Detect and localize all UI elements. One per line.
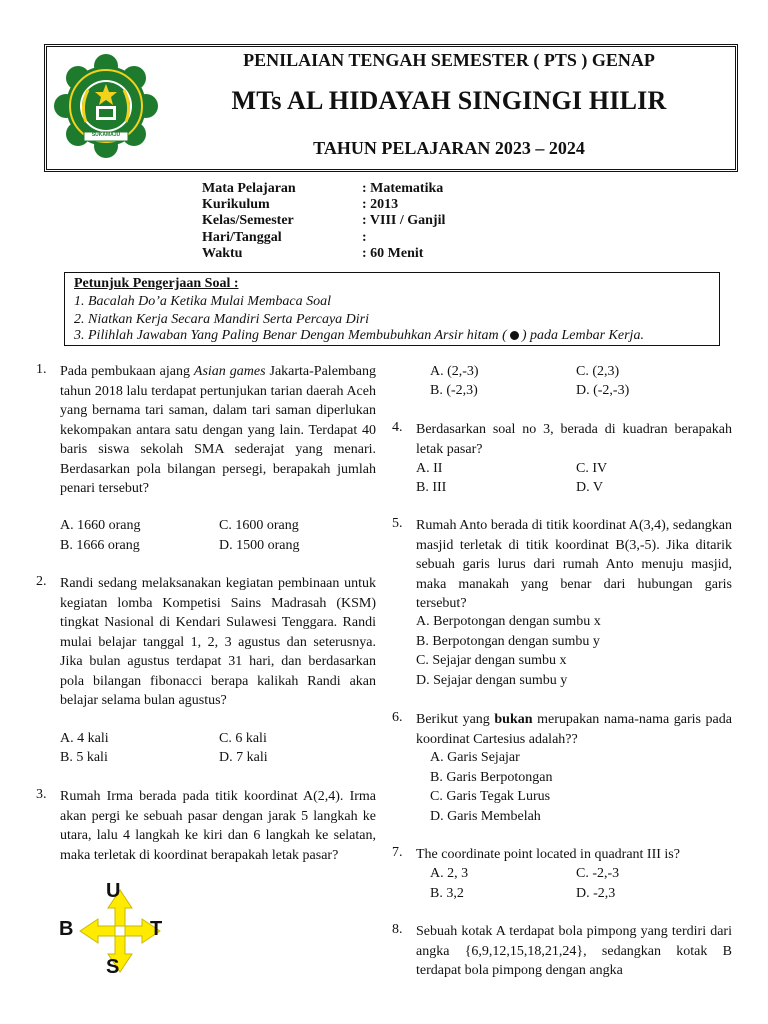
- instruction-item-text: 3. Pilihlah Jawaban Yang Paling Benar Dengan Membubuhkan Arsir hitam (: [74, 328, 507, 343]
- instructions-title: Petunjuk Pengerjaan Soal :: [74, 276, 239, 291]
- option-b[interactable]: B. 1666 orang: [60, 538, 140, 553]
- question-text: Berikut yang: [416, 712, 495, 727]
- question-number: 6.: [392, 710, 403, 725]
- question-number: 3.: [36, 787, 47, 802]
- option-a[interactable]: A. Berpotongan dengan sumbu x: [416, 614, 601, 629]
- question-text: merupakan nama-nama garis pada koordinat Cartesius adalah??: [416, 712, 732, 747]
- question-4-text: Berdasarkan soal no 3, berada di kuadran berapakah letak pasar?: [416, 422, 732, 457]
- option-c[interactable]: C. (2,3): [576, 364, 620, 379]
- option-d[interactable]: D. V: [576, 480, 603, 495]
- instruction-item-text: ) pada Lembar Kerja.: [521, 328, 644, 343]
- option-b[interactable]: B. Berpotongan dengan sumbu y: [416, 634, 600, 649]
- question-2-text: Randi sedang melaksanakan kegiatan pembinaan untuk kegiatan lomba Kompetisi Sains Madrasah (KSM) tingkat Nasional di Kendari Sulawesi Tenggara. Randi mulai belajar tanggal 1, 2, 3 agustus dan seterusnya. Jika bulan agustus terdapat 31 hari, dan berdasarkan pola bilangan fibonacci berapa kalikah Randi akan belajar selama bulan agustus?: [60, 576, 376, 708]
- option-d[interactable]: D. 1500 orang: [219, 538, 300, 553]
- compass-diagram: [58, 880, 188, 1000]
- instruction-item: 1. Bacalah Do’a Ketika Mulai Membaca Soal: [74, 294, 332, 309]
- option-c[interactable]: C. IV: [576, 461, 608, 476]
- compass-north: U: [106, 880, 121, 902]
- question-8-text: Sebuah kotak A terdapat bola pimpong yang terdiri dari angka {6,9,12,15,18,21,24}, sedangkan kotak B terdapat bola pimpong dengan angka: [416, 924, 732, 978]
- arrow-left-icon: [80, 919, 115, 943]
- option-a[interactable]: A. 1660 orang: [60, 518, 141, 533]
- question-7-text: The coordinate point located in quadrant III is?: [416, 847, 680, 862]
- question-text-emphasis: Asian games: [193, 364, 266, 379]
- info-label: Kurikulum: [202, 197, 270, 212]
- option-c[interactable]: C. -2,-3: [576, 866, 620, 881]
- compass-east: T: [150, 918, 163, 940]
- filled-bubble-icon: [510, 331, 519, 340]
- option-b[interactable]: B. (-2,3): [430, 383, 478, 398]
- option-d[interactable]: D. -2,3: [576, 886, 616, 901]
- option-a[interactable]: A. 4 kali: [60, 731, 109, 746]
- option-d[interactable]: D. Sejajar dengan sumbu y: [416, 673, 568, 688]
- question-text-bold: bukan: [494, 712, 533, 727]
- option-c[interactable]: C. 1600 orang: [219, 518, 299, 533]
- question-number: 8.: [392, 922, 403, 937]
- compass-south: S: [106, 956, 120, 978]
- academic-year: TAHUN PELAJARAN 2023 – 2024: [313, 138, 585, 158]
- option-d[interactable]: D. (-2,-3): [576, 383, 630, 398]
- question-number: 1.: [36, 362, 47, 377]
- info-label: Waktu: [202, 246, 243, 261]
- option-a[interactable]: A. 2, 3: [430, 866, 469, 881]
- instruction-item: 2. Niatkan Kerja Secara Mandiri Serta Percaya Diri: [74, 312, 369, 327]
- instruction-item: [74, 328, 644, 344]
- school-name: MTs AL HIDAYAH SINGINGI HILIR: [231, 86, 667, 115]
- option-b[interactable]: B. 5 kali: [60, 750, 108, 765]
- info-value: : Matematika: [362, 181, 444, 196]
- exam-title: PENILAIAN TENGAH SEMESTER ( PTS ) GENAP: [243, 50, 655, 70]
- option-a[interactable]: A. II: [416, 461, 443, 476]
- option-b[interactable]: B. Garis Berpotongan: [430, 770, 553, 785]
- info-value: : 2013: [362, 197, 399, 212]
- option-a[interactable]: A. (2,-3): [430, 364, 479, 379]
- question-text: Jakarta-Palembang tahun 2018 lalu terdapat pertunjukan tarian daerah Aceh yang bernama tari saman, dalam tari saman diperlukan kekompakan antara satu dengan yang lain. Terdapat 40 baris siswa sekolah SMA sederajat yang menari. Berdasarkan pola bilangan persegi, berapakah jumlah penari tersebut?: [60, 364, 377, 496]
- logo-banner-text: SUKAMAJU: [91, 132, 121, 138]
- question-6-text: [416, 710, 732, 749]
- option-d[interactable]: D. 7 kali: [219, 750, 268, 765]
- question-number: 5.: [392, 516, 403, 531]
- question-number: 2.: [36, 574, 47, 589]
- option-c[interactable]: C. Garis Tegak Lurus: [430, 789, 551, 804]
- compass-west: B: [59, 918, 74, 940]
- question-1-text: [60, 362, 376, 499]
- info-label: Kelas/Semester: [202, 213, 294, 228]
- option-c[interactable]: C. 6 kali: [219, 731, 267, 746]
- option-a[interactable]: A. Garis Sejajar: [430, 750, 520, 765]
- question-number: 7.: [392, 845, 403, 860]
- option-b[interactable]: B. III: [416, 480, 447, 495]
- option-d[interactable]: D. Garis Membelah: [430, 809, 541, 824]
- option-b[interactable]: B. 3,2: [430, 886, 464, 901]
- question-text: Pada pembukaan ajang: [60, 364, 194, 379]
- question-number: 4.: [392, 420, 403, 435]
- info-label: Hari/Tanggal: [202, 230, 282, 245]
- info-value: :: [362, 230, 367, 245]
- info-value: : VIII / Ganjil: [362, 213, 446, 228]
- info-value: : 60 Menit: [362, 246, 424, 261]
- question-5-text: Rumah Anto berada di titik koordinat A(3,4), sedangkan masjid terletak di titik koordinat B(3,-5). Jika ditarik sebuah garis lurus dari rumah Anto menuju masjid, maka manakah yang benar dari hubungan garis tersebut?: [416, 518, 732, 611]
- info-label: Mata Pelajaran: [202, 181, 296, 196]
- question-3-text: Rumah Irma berada pada titik koordinat A(2,4). Irma akan pergi ke sebuah pasar dengan jarak 5 langkah ke utara, lalu 4 langkah ke kiri dan 6 langkah ke selatan, maka terletak di koordinat berapakah letak pasar?: [60, 789, 376, 863]
- option-c[interactable]: C. Sejajar dengan sumbu x: [416, 653, 567, 668]
